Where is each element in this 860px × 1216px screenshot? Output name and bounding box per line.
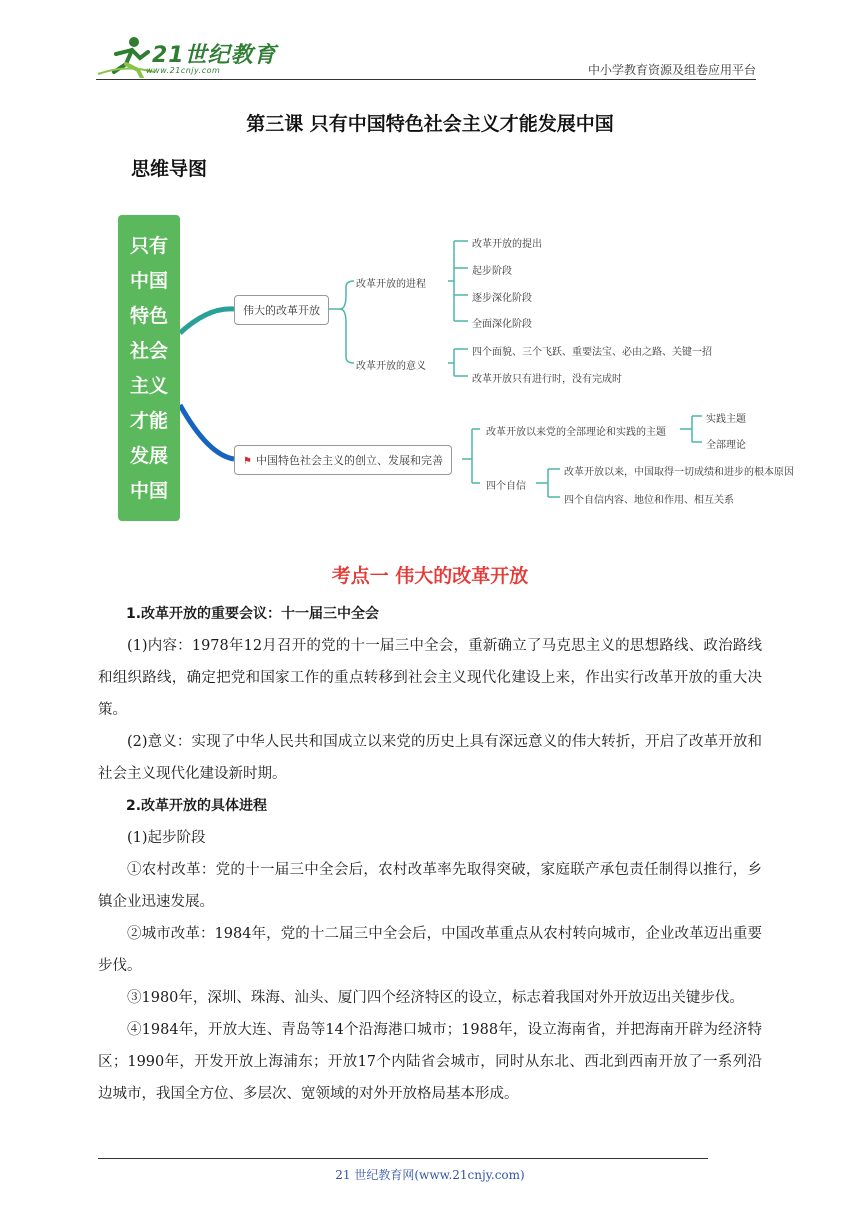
mind-map-node: 改革开放的意义	[356, 361, 426, 372]
content-paragraph: ②城市改革：1984年，党的十二届三中全会后，中国改革重点从农村转向城市，企业改革迈出重要步伐。	[98, 926, 762, 974]
brand-logo-url: www.21cnjy.com	[146, 66, 221, 75]
flag-icon: ⚑	[243, 456, 252, 467]
content-heading: 2.改革开放的具体进程	[126, 798, 268, 814]
mind-map-node: 改革开放的提出	[472, 239, 542, 250]
content-paragraph: ④1984年，开放大连、青岛等14个沿海港口城市；1988年，设立海南省，并把海南开辟为经济特区；1990年，开发开放上海浦东；开放17个内陆省会城市，同时从东北、西北到西南开放了一系列沿边城市，我国全方位、多层次、宽领域的对外开放格局基本形成。	[98, 1022, 762, 1102]
content-paragraph: ③1980年，深圳、珠海、汕头、厦门四个经济特区的设立，标志着我国对外开放迈出关键步伐。	[127, 990, 744, 1006]
mind-map-branch-socialism: ⚑ 中国特色社会主义的创立、发展和完善	[234, 445, 452, 475]
content-heading: 1.改革开放的重要会议：十一届三中全会	[126, 606, 380, 622]
mind-map-node: 四个面貌、三个飞跃、重要法宝、必由之路、关键一招	[472, 347, 712, 358]
mind-map-node: 起步阶段	[472, 266, 512, 277]
mind-map-root-label: 只有 中国 特色 社会 主义 才能 发展 中国	[129, 235, 168, 502]
section-title: 考点一 伟大的改革开放	[331, 565, 529, 587]
mind-map-node: 四个自信内容、地位和作用、相互关系	[564, 495, 734, 506]
mind-map-node: 全面深化阶段	[472, 319, 532, 330]
mind-map-node: 四个自信	[486, 481, 526, 492]
mind-map	[118, 215, 818, 525]
mind-map-connectors	[118, 215, 818, 525]
header-divider	[96, 79, 756, 80]
brand-logo-text: 21世纪教育	[152, 43, 277, 68]
mind-map-node: 改革开放以来，中国取得一切成绩和进步的根本原因	[564, 467, 794, 478]
mind-map-node: 实践主题	[706, 414, 746, 425]
mindmap-heading: 思维导图	[131, 158, 208, 180]
content-body	[98, 598, 762, 1110]
mind-map-node: 逐步深化阶段	[472, 293, 532, 304]
content-paragraph: (1)起步阶段	[127, 830, 206, 846]
content-paragraph: (1)内容：1978年12月召开的党的十一届三中全会，重新确立了马克思主义的思想路线、政治路线和组织路线，确定把党和国家工作的重点转移到社会主义现代化建设上来，作出实行改革开放的重大决策。	[98, 638, 762, 718]
mind-map-node: 改革开放的进程	[356, 279, 426, 290]
page-title: 第三课 只有中国特色社会主义才能发展中国	[246, 113, 614, 135]
footer-divider	[98, 1158, 708, 1159]
mind-map-node: 全部理论	[706, 440, 746, 451]
content-paragraph: ①农村改革：党的十一届三中全会后，农村改革率先取得突破，家庭联产承包责任制得以推行，乡镇企业迅速发展。	[98, 862, 762, 910]
mind-map-branch-reform: 伟大的改革开放	[234, 295, 329, 325]
mind-map-node: 改革开放以来党的全部理论和实践的主题	[486, 427, 666, 438]
mind-map-root	[118, 215, 180, 521]
content-paragraph: (2)意义：实现了中华人民共和国成立以来党的历史上具有深远意义的伟大转折，开启了改革开放和社会主义现代化建设新时期。	[98, 734, 762, 782]
platform-name: 中小学教育资源及组卷应用平台	[587, 63, 756, 77]
footer-text: 21 世纪教育网(www.21cnjy.com)	[335, 1168, 525, 1182]
mind-map-node: 改革开放只有进行时，没有完成时	[472, 374, 622, 385]
